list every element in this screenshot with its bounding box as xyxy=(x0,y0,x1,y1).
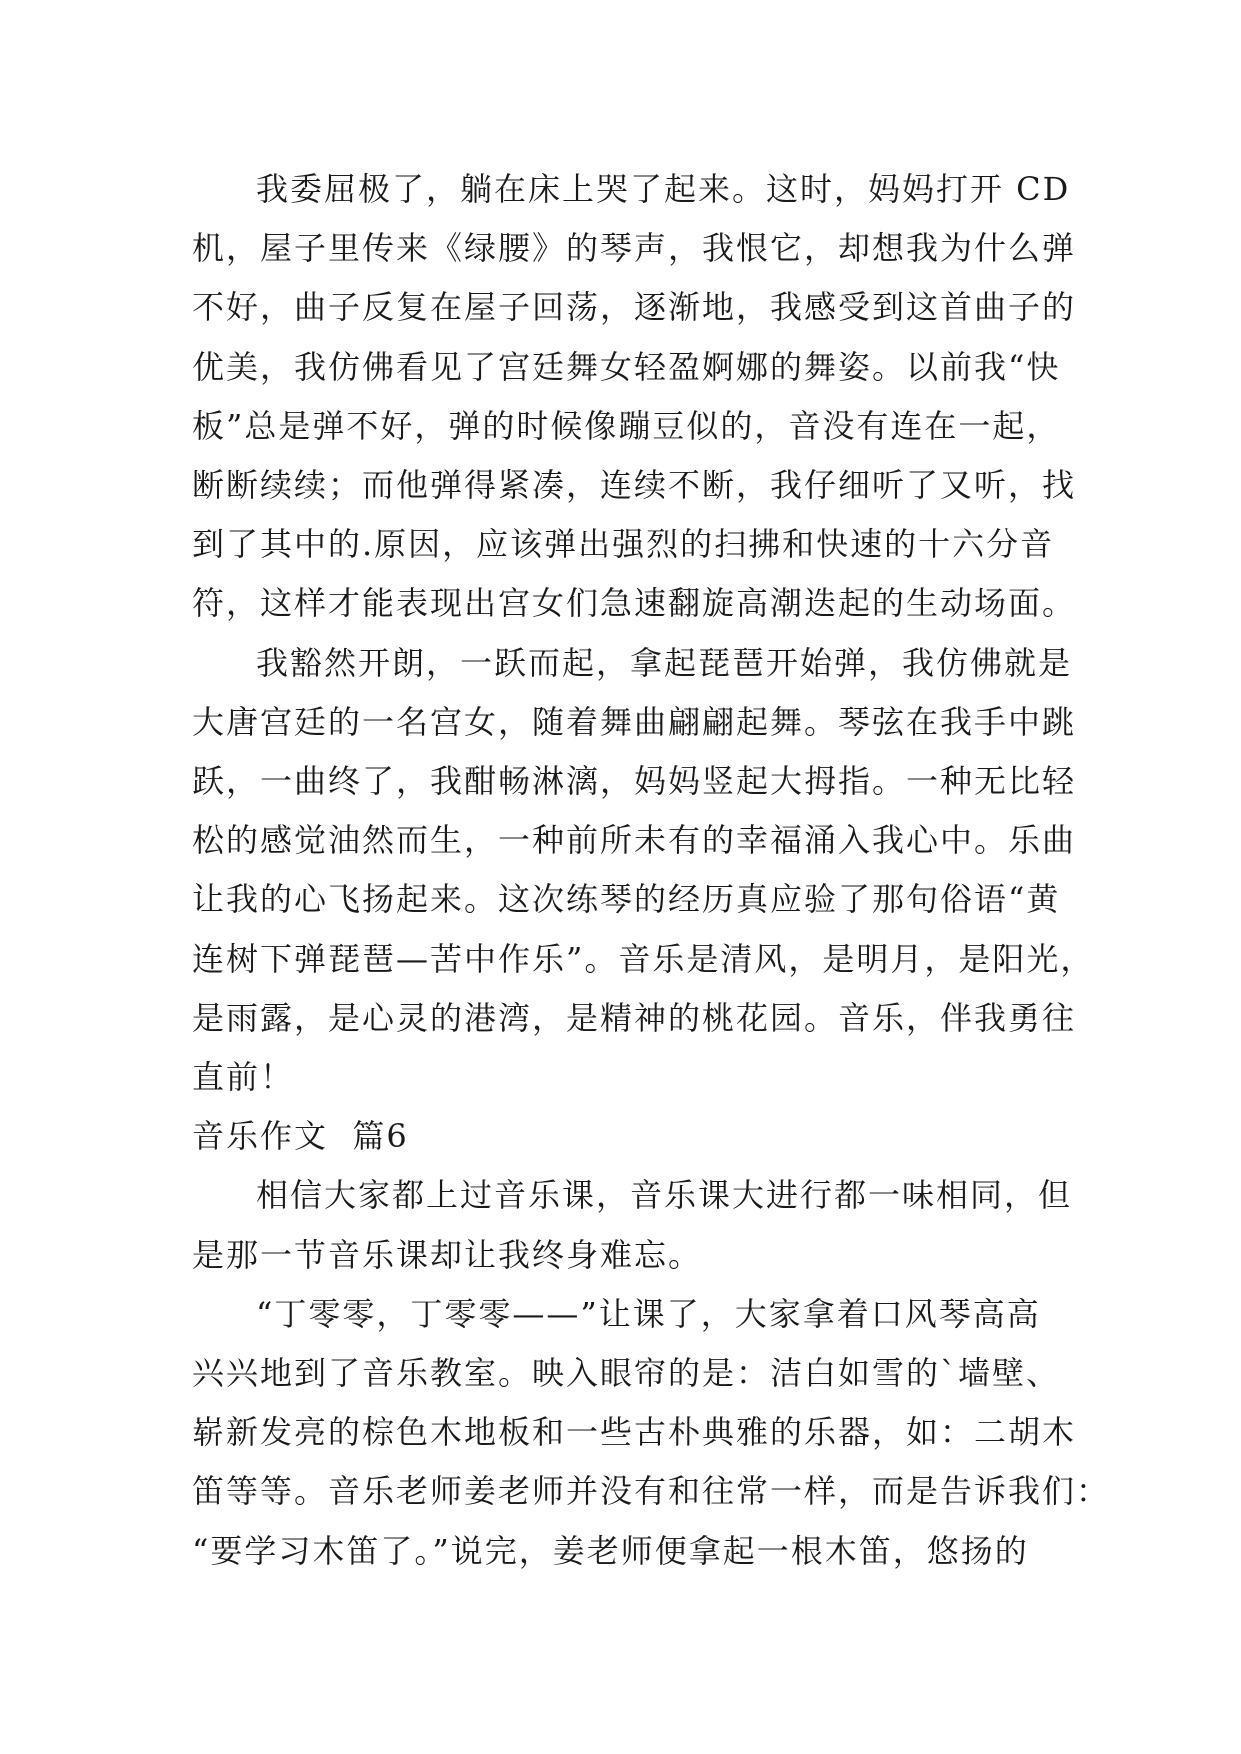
text-line: 符，这样才能表现出宫女们急速翻旋高潮迭起的生动场面。 xyxy=(192,584,1077,623)
text-line: 笛等等。音乐老师姜老师并没有和往常一样，而是告诉我们： xyxy=(192,1472,1111,1511)
text-line: 断断续续；而他弹得紧凑，连续不断，我仔细听了又听，找 xyxy=(192,466,1077,505)
text-line: 优美，我仿佛看见了宫廷舞女轻盈婀娜的舞姿。以前我“快 xyxy=(192,347,1061,386)
text-line: 我委屈极了，躺在床上哭了起来。这时，妈妈打开 CD xyxy=(256,170,1071,208)
paragraph-2 xyxy=(192,634,1095,1108)
text-line: 松的感觉油然而生，一种前所未有的幸福涌入我心中。乐曲 xyxy=(192,821,1077,860)
text-line: 到了其中的.原因，应该弹出强烈的扫拂和快速的十六分音 xyxy=(192,525,1055,564)
section-title xyxy=(192,1107,1060,1166)
text-line: 兴兴地到了音乐教室。映入眼帘的是：洁白如雪的`墙壁、 xyxy=(192,1354,1061,1393)
text-line: 机，屋子里传来《绿腰》的琴声，我恨它，却想我为什么弹 xyxy=(192,229,1077,268)
paragraph-4 xyxy=(192,1285,1111,1581)
text-line: 板”总是弹不好，弹的时候像蹦豆似的，音没有连在一起， xyxy=(192,406,1061,445)
text-line: 跃，一曲终了，我酣畅淋漓，妈妈竖起大拇指。一种无比轻 xyxy=(192,762,1077,801)
text-line: 崭新发亮的棕色木地板和一些古朴典雅的乐器，如：二胡木 xyxy=(192,1413,1077,1452)
text-line: 让我的心飞扬起来。这次练琴的经历真应验了那句俗语“黄 xyxy=(192,880,1061,919)
text-line: 相信大家都上过音乐课，音乐课大进行都一味相同，但 xyxy=(256,1176,1073,1215)
text-line: 我豁然开朗，一跃而起，拿起琵琶开始弹，我仿佛就是 xyxy=(256,643,1073,682)
paragraph-3 xyxy=(192,1166,1073,1284)
text-line: 是雨露，是心灵的港湾，是精神的桃花园。音乐，伴我勇往 xyxy=(192,998,1077,1037)
section-title-text: 音乐作文 篇6 xyxy=(192,1117,409,1156)
text-line: 是那一节音乐课却让我终身难忘。 xyxy=(192,1235,703,1274)
paragraph-1 xyxy=(192,160,1077,634)
text-line: 直前！ xyxy=(192,1058,295,1097)
document-body xyxy=(192,160,1111,1581)
text-line: 不好，曲子反复在屋子回荡，逐渐地，我感受到这首曲子的 xyxy=(192,288,1077,327)
text-line: “丁零零，丁零零——”让课了，大家拿着口风琴高高 xyxy=(256,1294,1041,1333)
text-line: 连树下弹琵琶—苦中作乐”。音乐是清风，是明月，是阳光， xyxy=(192,939,1095,978)
text-line: 大唐宫廷的一名宫女，随着舞曲翩翩起舞。琴弦在我手中跳 xyxy=(192,702,1077,741)
text-line: “要学习木笛了。”说完，姜老师便拿起一根木笛，悠扬的 xyxy=(192,1531,1029,1570)
